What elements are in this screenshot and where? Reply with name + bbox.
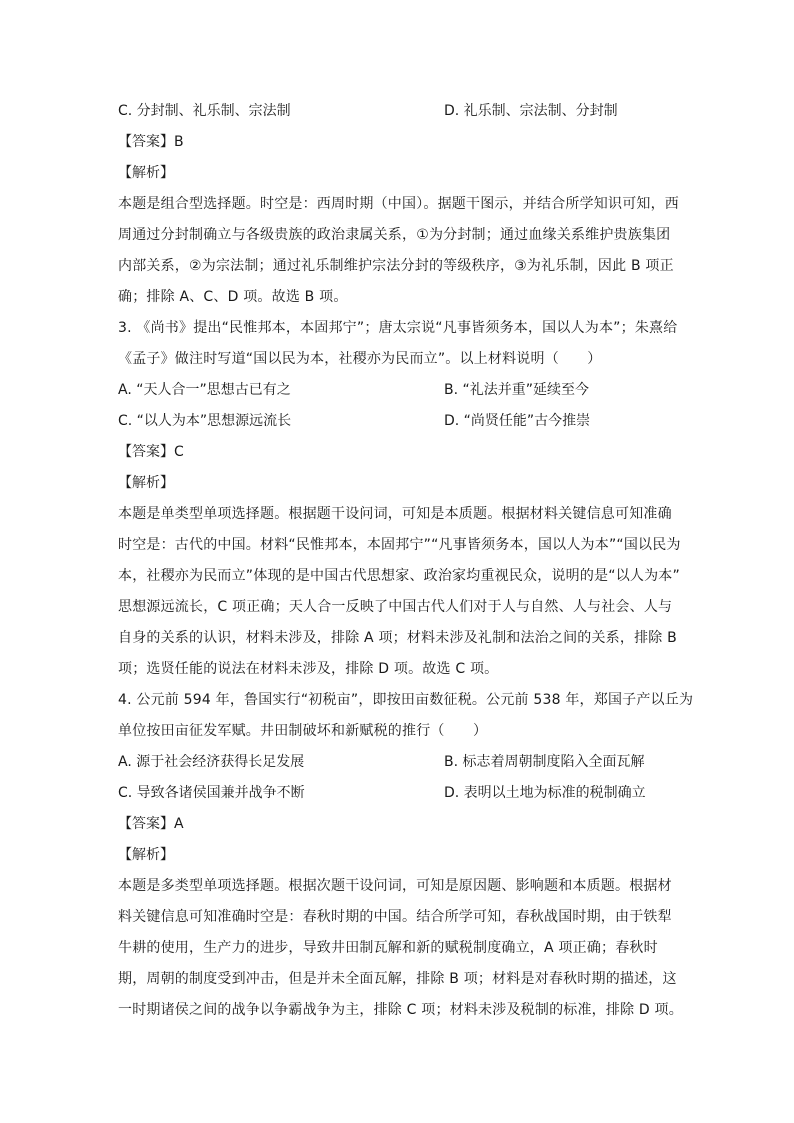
analysis-label: 【解析】 [118,847,174,863]
text-line: 3. 《尚书》提出“民惟邦本，本固邦宁”；唐太宗说“凡事皆须务本，国以人为本”；朱熹给 [118,320,678,336]
answer-label: 【答案】A [118,816,184,832]
option-b: B. “礼法并重”延续至今 [444,382,590,398]
option-d: D. 表明以土地为标准的税制确立 [444,785,646,801]
text-line: 本题是单类型单项选择题。根据题干设问词，可知是本质题。根据材料关键信息可知准确 [118,506,672,522]
text-line: 本题是组合型选择题。时空是：西周时期（中国）。据题干图示，并结合所学知识可知，西 [118,196,679,212]
option-row [118,96,670,127]
text-line: 思想源远流长，C 项正确；天人合一反映了中国古代人们对于人与自然、人与社会、人与 [118,599,673,615]
text-line: 4. 公元前 594 年，鲁国实行“初税亩”，即按田亩数征税。公元前 538 年，郑国子产以丘为 [118,692,694,708]
text-line: 项；选贤任能的说法在材料未涉及，排除 D 项。故选 C 项。 [118,661,499,677]
option-d: D. “尚贤任能”古今推崇 [444,413,591,429]
option-c: C. 分封制、礼乐制、宗法制 [118,103,291,119]
option-row [118,747,670,778]
analysis-paragraph [118,871,683,1026]
question-4 [118,685,694,747]
text-line: 确；排除 A、C、D 项。故选 B 项。 [118,289,348,305]
option-row [118,778,670,809]
option-b: B. 标志着周朝制度陷入全面瓦解 [444,754,645,770]
text-line: 一时期诸侯之间的战争以争霸战争为主，排除 C 项；材料未涉及税制的标准，排除 D 项。 [118,1002,683,1018]
text-line: 时空是：古代的中国。材料“民惟邦本，本固邦宁”“凡事皆须务本，国以人为本”“国以民为 [118,537,681,553]
option-row [118,406,670,437]
analysis-label: 【解析】 [118,165,174,181]
text-line: 自身的关系的认识，材料未涉及，排除 A 项；材料未涉及礼制和法治之间的关系，排除 B [118,630,677,646]
option-a: A. 源于社会经济获得长足发展 [118,754,305,770]
text-line: 单位按田亩征发军赋。井田制破坏和新赋税的推行（ ） [118,723,488,739]
option-a: A. “天人合一”思想古已有之 [118,382,291,398]
option-d: D. 礼乐制、宗法制、分封制 [444,103,618,119]
answer-label: 【答案】B [118,134,184,150]
option-row [118,375,670,406]
text-line: 内部关系，②为宗法制；通过礼乐制维护宗法分封的等级秩序，③为礼乐制，因此 B 项正 [118,258,674,274]
answer-label: 【答案】C [118,444,184,460]
question-3 [118,313,678,375]
document-page [118,96,694,1026]
analysis-paragraph [118,499,681,685]
text-line: 料关键信息可知准确时空是：春秋时期的中国。结合所学可知，春秋战国时期，由于铁犁 [118,909,672,925]
text-line: 期，周朝的制度受到冲击，但是并未全面瓦解，排除 B 项；材料是对春秋时期的描述，这 [118,971,677,987]
analysis-paragraph [118,189,679,313]
option-c: C. “以人为本”思想源远流长 [118,413,292,429]
text-line: 周通过分封制确立与各级贵族的政治隶属关系，①为分封制；通过血缘关系维护贵族集团 [118,227,671,243]
text-line: 牛耕的使用，生产力的进步，导致井田制瓦解和新的赋税制度确立，A 项正确；春秋时 [118,940,658,956]
text-line: 本题是多类型单项选择题。根据次题干设问词，可知是原因题、影响题和本质题。根据材 [118,878,672,894]
text-line: 本，社稷亦为民而立”体现的是中国古代思想家、政治家均重视民众，说明的是“以人为本” [118,568,680,584]
analysis-label: 【解析】 [118,475,174,491]
option-c: C. 导致各诸侯国兼并战争不断 [118,785,305,801]
text-line: 《孟子》做注时写道“国以民为本，社稷亦为民而立”。以上材料说明（ ） [118,351,602,367]
